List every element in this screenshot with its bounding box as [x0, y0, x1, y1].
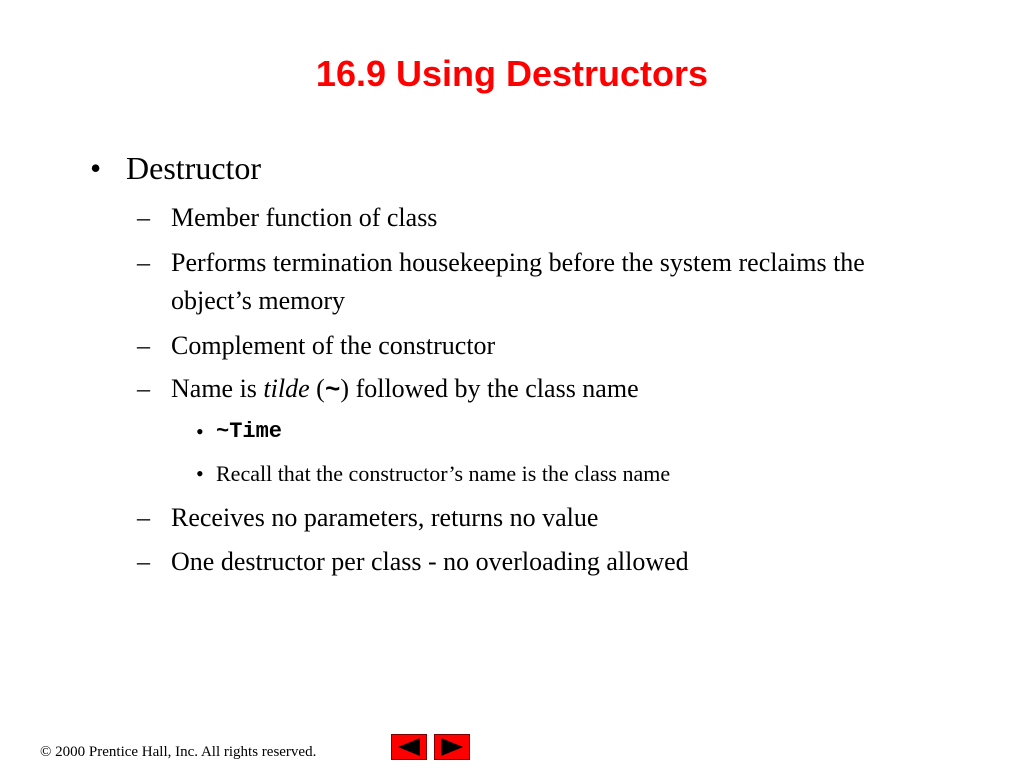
next-slide-button[interactable]	[434, 734, 470, 760]
sub-item-label	[171, 370, 897, 409]
code-time: ~Time	[216, 419, 283, 444]
name-prefix: Name is	[171, 374, 264, 403]
name-suffix: ) followed by the class name	[340, 374, 639, 403]
copyright-symbol: ©	[40, 744, 52, 760]
sub-item-label: Performs termination housekeeping before the system reclaims the object’s memory	[171, 248, 865, 315]
paren-open: (	[309, 374, 325, 403]
copyright-text: 2000 Prentice Hall, Inc. All rights reserved.	[51, 744, 317, 760]
dash-marker: –	[137, 374, 150, 403]
previous-slide-button[interactable]	[391, 734, 427, 760]
sub-item-housekeeping	[137, 244, 897, 320]
dash-marker: –	[137, 331, 150, 360]
sub-item-no-parameters	[137, 499, 897, 537]
tilde-symbol: ~	[324, 375, 341, 405]
sub-item-label: One destructor per class - no overloading allowed	[171, 547, 689, 576]
bullet-dot: •	[196, 419, 204, 444]
right-triangle-icon	[435, 735, 469, 759]
copyright-footer	[40, 742, 316, 762]
sub-item-label: Complement of the constructor	[171, 331, 496, 360]
dash-marker: –	[137, 203, 150, 232]
dash-marker: –	[137, 248, 150, 277]
sub-item-label: Receives no parameters, returns no value	[171, 503, 599, 532]
bullet-dot: •	[196, 461, 204, 486]
dash-marker: –	[137, 547, 150, 576]
dash-marker: –	[137, 503, 150, 532]
bullet-destructor-label: Destructor	[126, 150, 262, 186]
sub-item-name-is-tilde	[137, 370, 897, 409]
bullet-dot: •	[90, 150, 102, 186]
sub-item-member-function	[137, 199, 897, 237]
left-triangle-icon	[392, 735, 426, 759]
sub-item-label: Member function of class	[171, 203, 438, 232]
recall-text: Recall that the constructor’s name is the class name	[216, 461, 671, 486]
slide-title: 16.9 Using Destructors	[315, 53, 709, 94]
tilde-emphasis: tilde	[263, 374, 310, 403]
sub-item-complement	[137, 327, 897, 365]
sub-item-one-destructor	[137, 543, 897, 581]
